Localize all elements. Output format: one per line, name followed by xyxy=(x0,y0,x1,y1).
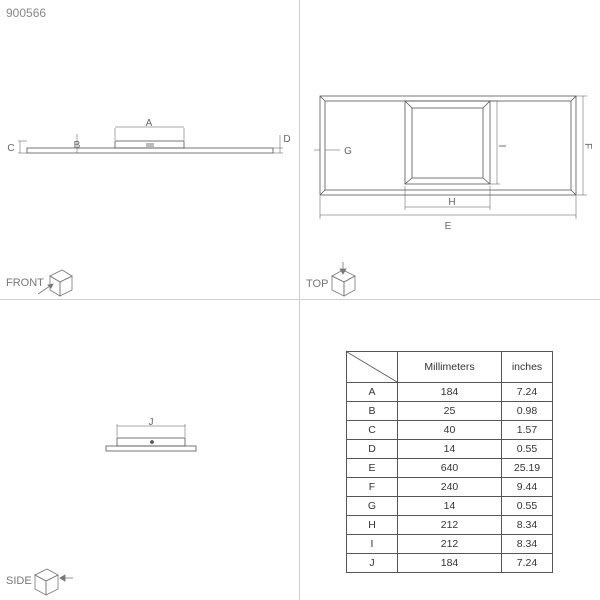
product-code: 900566 xyxy=(6,6,47,20)
table-row xyxy=(347,478,553,497)
value-millimeters: 640 xyxy=(398,459,502,478)
dimension-letter: D xyxy=(347,440,398,459)
value-inches: 8.34 xyxy=(502,516,553,535)
table-row xyxy=(347,402,553,421)
table-header-millimeters: Millimeters xyxy=(398,352,502,383)
top-view-cube-icon xyxy=(332,262,355,296)
table-header-inches: inches xyxy=(502,352,553,383)
table-row xyxy=(347,421,553,440)
table-header-row xyxy=(347,352,553,383)
dimension-letter: J xyxy=(347,554,398,573)
side-view xyxy=(106,424,196,451)
value-millimeters: 212 xyxy=(398,535,502,554)
dimension-label-b: B xyxy=(73,140,81,151)
table-row xyxy=(347,383,553,402)
table-row xyxy=(347,459,553,478)
front-view xyxy=(18,127,283,153)
dimension-label-i: I xyxy=(496,144,507,148)
value-millimeters: 240 xyxy=(398,478,502,497)
corner-diagonal xyxy=(347,352,397,382)
dimension-letter: E xyxy=(347,459,398,478)
value-inches: 25.19 xyxy=(502,459,553,478)
table-row xyxy=(347,497,553,516)
dimension-letter: A xyxy=(347,383,398,402)
value-millimeters: 40 xyxy=(398,421,502,440)
dimension-letter: F xyxy=(347,478,398,497)
value-inches: 7.24 xyxy=(502,383,553,402)
dimensions-table xyxy=(346,351,553,573)
dimension-label-d: D xyxy=(283,134,291,145)
dimension-label-h: H xyxy=(448,197,456,208)
table-row xyxy=(347,535,553,554)
dimension-label-f: F xyxy=(582,142,593,150)
table-header-corner xyxy=(347,352,398,383)
value-inches: 9.44 xyxy=(502,478,553,497)
side-view-label: SIDE xyxy=(6,575,32,587)
value-millimeters: 14 xyxy=(398,497,502,516)
value-inches: 8.34 xyxy=(502,535,553,554)
top-inner-square xyxy=(412,108,483,178)
value-millimeters: 14 xyxy=(398,440,502,459)
value-millimeters: 184 xyxy=(398,383,502,402)
front-canopy xyxy=(115,141,184,148)
dimension-letter: H xyxy=(347,516,398,535)
dimension-label-e: E xyxy=(444,221,452,232)
dimension-letter: B xyxy=(347,402,398,421)
table-row xyxy=(347,516,553,535)
value-inches: 0.98 xyxy=(502,402,553,421)
side-view-cube-icon xyxy=(35,569,73,595)
value-inches: 1.57 xyxy=(502,421,553,440)
dimension-letter: C xyxy=(347,421,398,440)
value-millimeters: 25 xyxy=(398,402,502,421)
dimension-label-c: C xyxy=(7,143,15,154)
front-view-label: FRONT xyxy=(6,277,44,289)
top-center-square xyxy=(405,101,490,184)
dimension-label-a: A xyxy=(145,118,153,129)
front-panel xyxy=(27,148,273,153)
side-panel xyxy=(106,446,196,451)
table-row xyxy=(347,554,553,573)
value-inches: 7.24 xyxy=(502,554,553,573)
dimension-letter: I xyxy=(347,535,398,554)
dimension-label-g: G xyxy=(344,146,352,157)
table-row xyxy=(347,440,553,459)
dimension-label-j: J xyxy=(148,417,154,428)
dimension-letter: G xyxy=(347,497,398,516)
value-millimeters: 212 xyxy=(398,516,502,535)
value-inches: 0.55 xyxy=(502,497,553,516)
top-outer-frame xyxy=(320,96,576,195)
value-inches: 0.55 xyxy=(502,440,553,459)
top-view-label: TOP xyxy=(306,278,329,290)
value-millimeters: 184 xyxy=(398,554,502,573)
